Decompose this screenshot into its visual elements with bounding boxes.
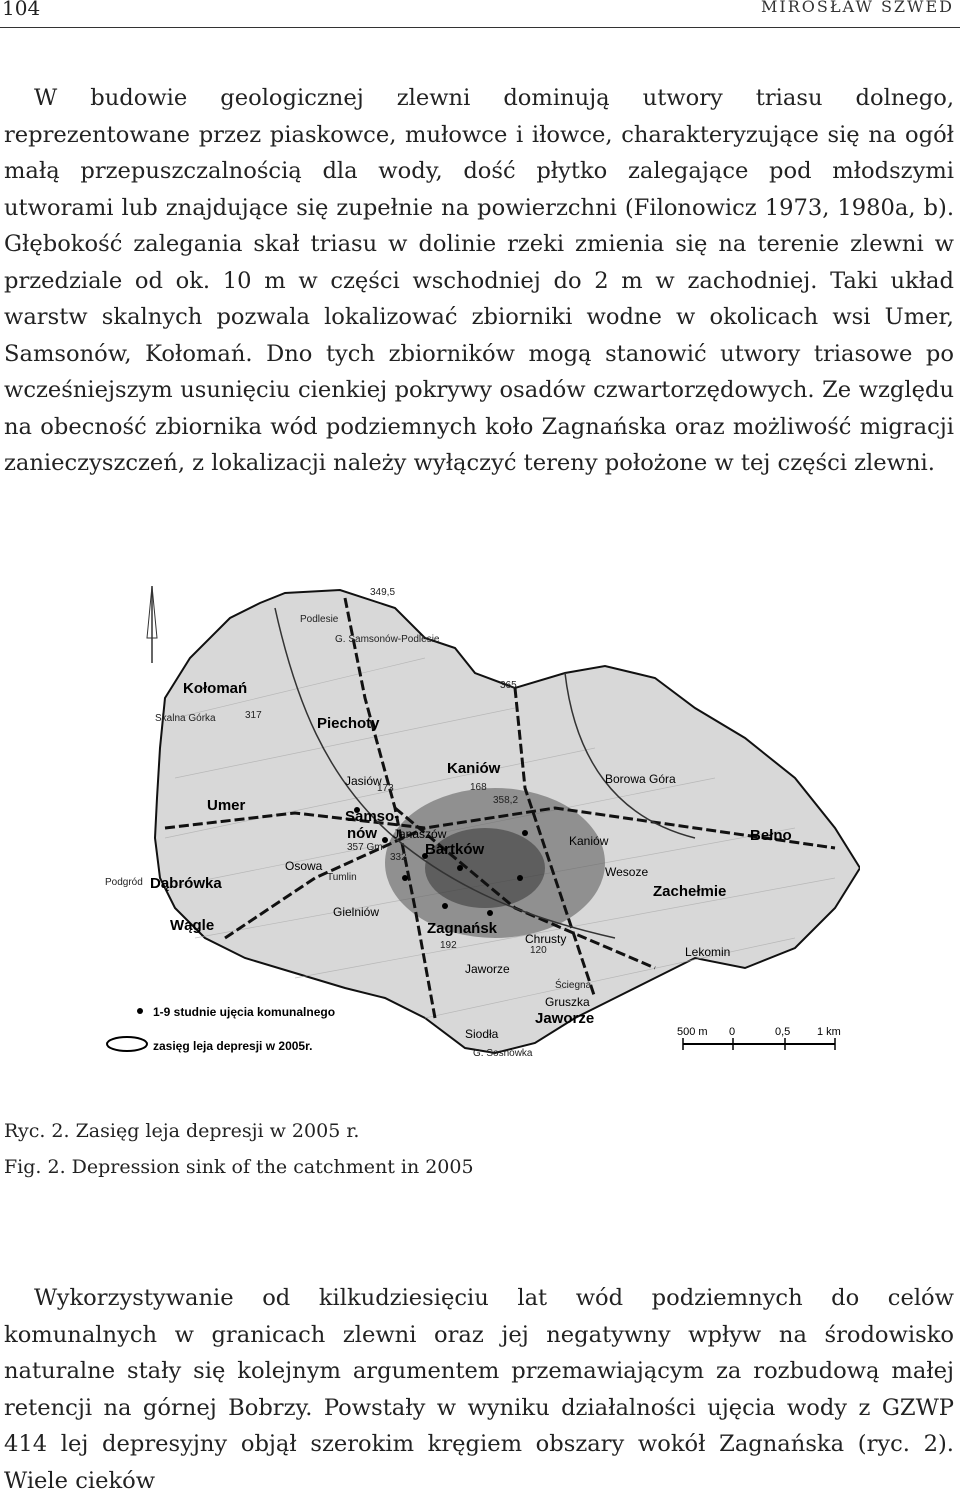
spot-height: 365 (500, 680, 517, 691)
figure-caption-en: Fig. 2. Depression sink of the catchment in 2005 (4, 1156, 474, 1178)
place-piechoty: Piechoty (317, 715, 380, 732)
place-dabrowka: Dąbrówka (150, 875, 222, 892)
place-samsonow-2: nów (347, 825, 377, 842)
scale-label-1km: 1 km (817, 1026, 841, 1038)
place-zagnansk: Zagnańsk (427, 920, 498, 937)
place-samsonow: Samso- (345, 808, 400, 825)
place-umer: Umer (207, 797, 246, 814)
place-podlesie: Podlesie (300, 614, 339, 625)
map-legend (107, 1005, 335, 1053)
place-gruszka: Gruszka (545, 995, 590, 1009)
legend-range: zasięg leja depresji w 2005r. (153, 1039, 313, 1053)
place-kolomani: Kołomań (183, 680, 248, 697)
spot-height: 358,2 (493, 795, 519, 806)
scale-label-05: 0,5 (775, 1026, 791, 1038)
spot-height: 357 Gm (347, 842, 383, 853)
spot-height: 168 (470, 782, 487, 793)
place-wesoze: Wesoze (605, 865, 649, 879)
header-rule (0, 27, 960, 28)
place-podgrod: Podgród (105, 877, 143, 888)
scale-label-500m: 500 m (677, 1026, 708, 1038)
body-paragraph-2: Wykorzystywanie od kilkudziesięciu lat wód podziemnych do celów komunalnych w granicach zlewni oraz jej negatywny wpływ na środowisko naturalne stały się kolejnym argumentem przemawiającym za rozbudową małej retencji na górnej Bobrzy. Powstały w wyniku działalności ujęcia wody z GZWP 414 lej depresyjny objął szerokim kręgiem obszary wokół Zagnańska (ryc. 2). Wiele cieków (4, 1285, 954, 1494)
place-g-sosnowka: G. Sosnówka (473, 1048, 533, 1059)
place-tumlin: Tumlin (327, 872, 357, 883)
place-belno: Bełno (750, 827, 792, 844)
place-janaszow: Janaszów (393, 827, 447, 841)
place-jaworze: Jaworze (465, 962, 510, 976)
place-kaniow: Kaniów (447, 760, 501, 777)
page-header (0, 0, 960, 28)
scale-label-0: 0 (729, 1026, 736, 1038)
spot-height: 332 (390, 852, 407, 863)
spot-height: 192 (440, 940, 457, 951)
page-number: 104 (2, 0, 41, 20)
place-jaworze-2: Jaworze (535, 1010, 595, 1027)
scale-bar (677, 1026, 841, 1050)
place-zachelmie: Zachełmie (653, 883, 727, 900)
spot-height: 173 (377, 783, 394, 794)
legend-wells: 1-9 studnie ujęcia komunalnego (153, 1005, 336, 1019)
figure-map (95, 578, 860, 1078)
place-siodla: Siodła (465, 1027, 499, 1041)
place-kaniow-2: Kaniów (569, 834, 609, 848)
spot-height: 120 (530, 945, 547, 956)
place-osowa: Osowa (285, 859, 323, 873)
north-arrow-icon (147, 586, 157, 663)
body-paragraph-1: W budowie geologicznej zlewni dominują utwory triasu dolnego, reprezentowane przez piaskowce, mułowce i iłowce, charakteryzujące się na ogół małą przepuszczalnością dla wody, dość płytko zalegające pod młodszymi utworami lub znajdujące się zupełnie na powierzchni (Filonowicz 1973, 1980a, b). Głębokość zalegania skał triasu w dolinie rzeki zmienia się na terenie zlewni w przedziale od ok. 10 m w części wschodniej do 2 m w zachodniej. Taki układ warstw skalnych pozwala lokalizować zbiorniki wodne w okolicach wsi Umer, Samsonów, Kołomań. Dno tych zbiorników mogą stanowić utwory triasowe po wcześniejszym usunięciu cienkiej pokrywy osadów czwartorzędowych. Ze względu na obecność zbiornika wód podziemnych koło Zagnańska oraz możliwość migracji zanieczyszczeń, z lokalizacji należy wyłączyć tereny położone w tej części zlewni. (4, 85, 954, 476)
place-sciegna: Ściegna (555, 980, 592, 991)
place-lekomin: Lekomin (685, 945, 731, 959)
place-g-samsonow: G. Samsonów-Podlesie (335, 634, 440, 645)
place-wagle: Wągle (170, 917, 215, 934)
place-bartkow: Bartków (425, 841, 485, 858)
figure-caption-pl: Ryc. 2. Zasięg leja depresji w 2005 r. (4, 1120, 360, 1142)
spot-height: 349,5 (370, 587, 396, 598)
spot-height: 317 (245, 710, 262, 721)
place-chrusty: Chrusty (525, 932, 567, 946)
running-head: MIROSŁAW SZWED (761, 0, 954, 16)
place-skalna-gorka: Skalna Górka (155, 713, 216, 724)
place-borowa-gora: Borowa Góra (605, 772, 676, 786)
place-gielniow: Gielniów (333, 905, 380, 919)
place-jasiow: Jasiów (345, 774, 382, 788)
